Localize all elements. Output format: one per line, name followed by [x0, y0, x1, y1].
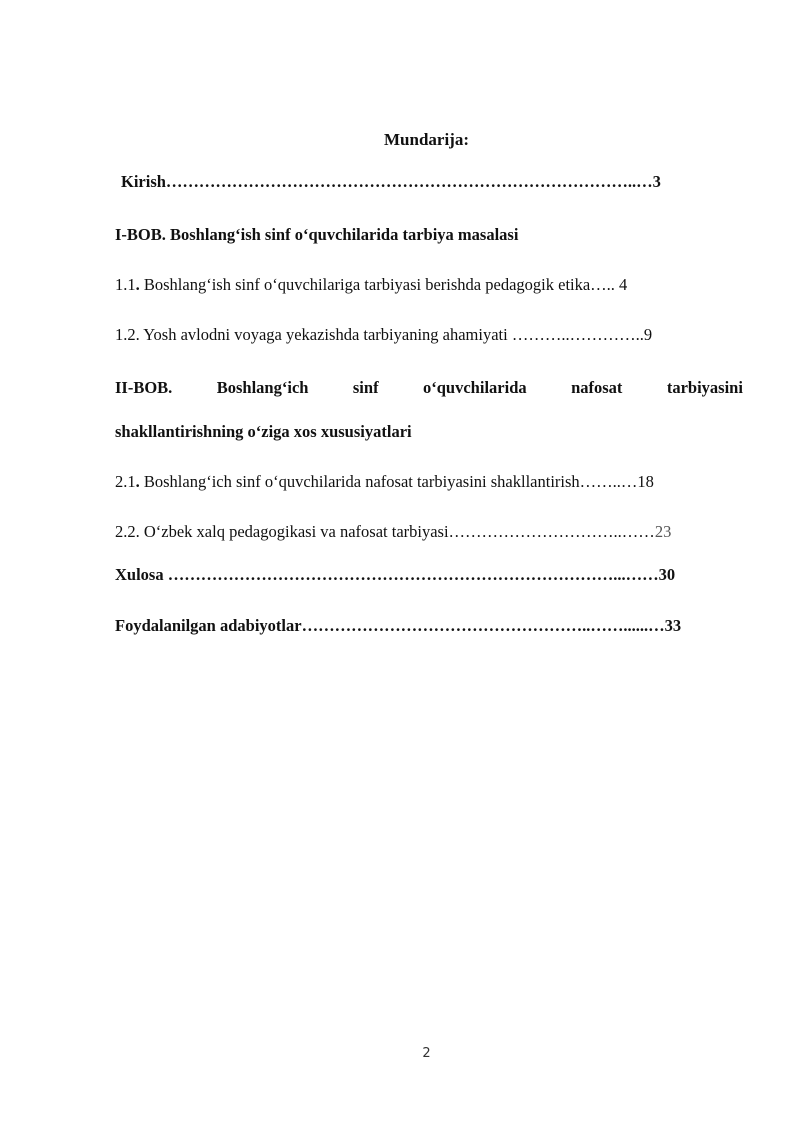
page-title: Mundarija: — [384, 130, 469, 149]
toc-chapter-2-word: nafosat — [571, 378, 623, 397]
toc-entry-2-2-text: 2.2. O‘zbek xalq pedagogikasi va nafosat tarbiyasi…………………………..…… — [115, 522, 655, 541]
toc-entry-1-1 — [115, 275, 627, 295]
toc-chapter-2-heading-line1 — [115, 378, 743, 398]
toc-entry-2-1-dot: . — [135, 472, 140, 491]
toc-entry-1-1-number: 1.1 — [115, 275, 136, 294]
toc-entry-2-2-page: 23 — [654, 522, 672, 541]
toc-chapter-2-word: sinf — [352, 378, 379, 397]
toc-entry-1-1-text: Boshlang‘ish sinf o‘quvchilariga tarbiyasi berishda pedagogik etika….. 4 — [139, 275, 628, 294]
page-number: 2 — [422, 1046, 431, 1061]
toc-chapter-2-heading-line2: shakllantirishning o‘ziga xos xususiyatlari — [115, 422, 412, 441]
toc-entry-1-1-dot: . — [135, 275, 140, 294]
toc-chapter-2-word: II-BOB. — [115, 378, 173, 397]
toc-entry-2-2 — [115, 522, 671, 542]
toc-chapter-1-heading: I-BOB. Boshlang‘ish sinf o‘quvchilarida tarbiya masalasi — [115, 225, 519, 244]
toc-entry-xulosa: Xulosa ………………………………………………………………………...……30 — [115, 565, 676, 584]
toc-entry-1-2: 1.2. Yosh avlodni voyaga yekazishda tarbiyaning ahamiyati ………..…………..9 — [115, 325, 653, 344]
toc-entry-adabiyotlar: Foydalanilgan adabiyotlar……………………………………………..……......…33 — [115, 616, 682, 635]
toc-chapter-2-word: Boshlang‘ich — [216, 378, 309, 397]
toc-entry-kirish: Kirish…………………………………………………………………………..…3 — [121, 172, 661, 191]
toc-chapter-2-word: o‘quvchilarida — [423, 378, 527, 397]
toc-entry-2-1-text: Boshlang‘ich sinf o‘quvchilarida nafosat tarbiyasini shakllantirish……..…18 — [139, 472, 654, 491]
toc-entry-2-1 — [115, 472, 654, 492]
toc-entry-2-1-number: 2.1 — [115, 472, 136, 491]
toc-chapter-2-word: tarbiyasini — [666, 378, 743, 397]
